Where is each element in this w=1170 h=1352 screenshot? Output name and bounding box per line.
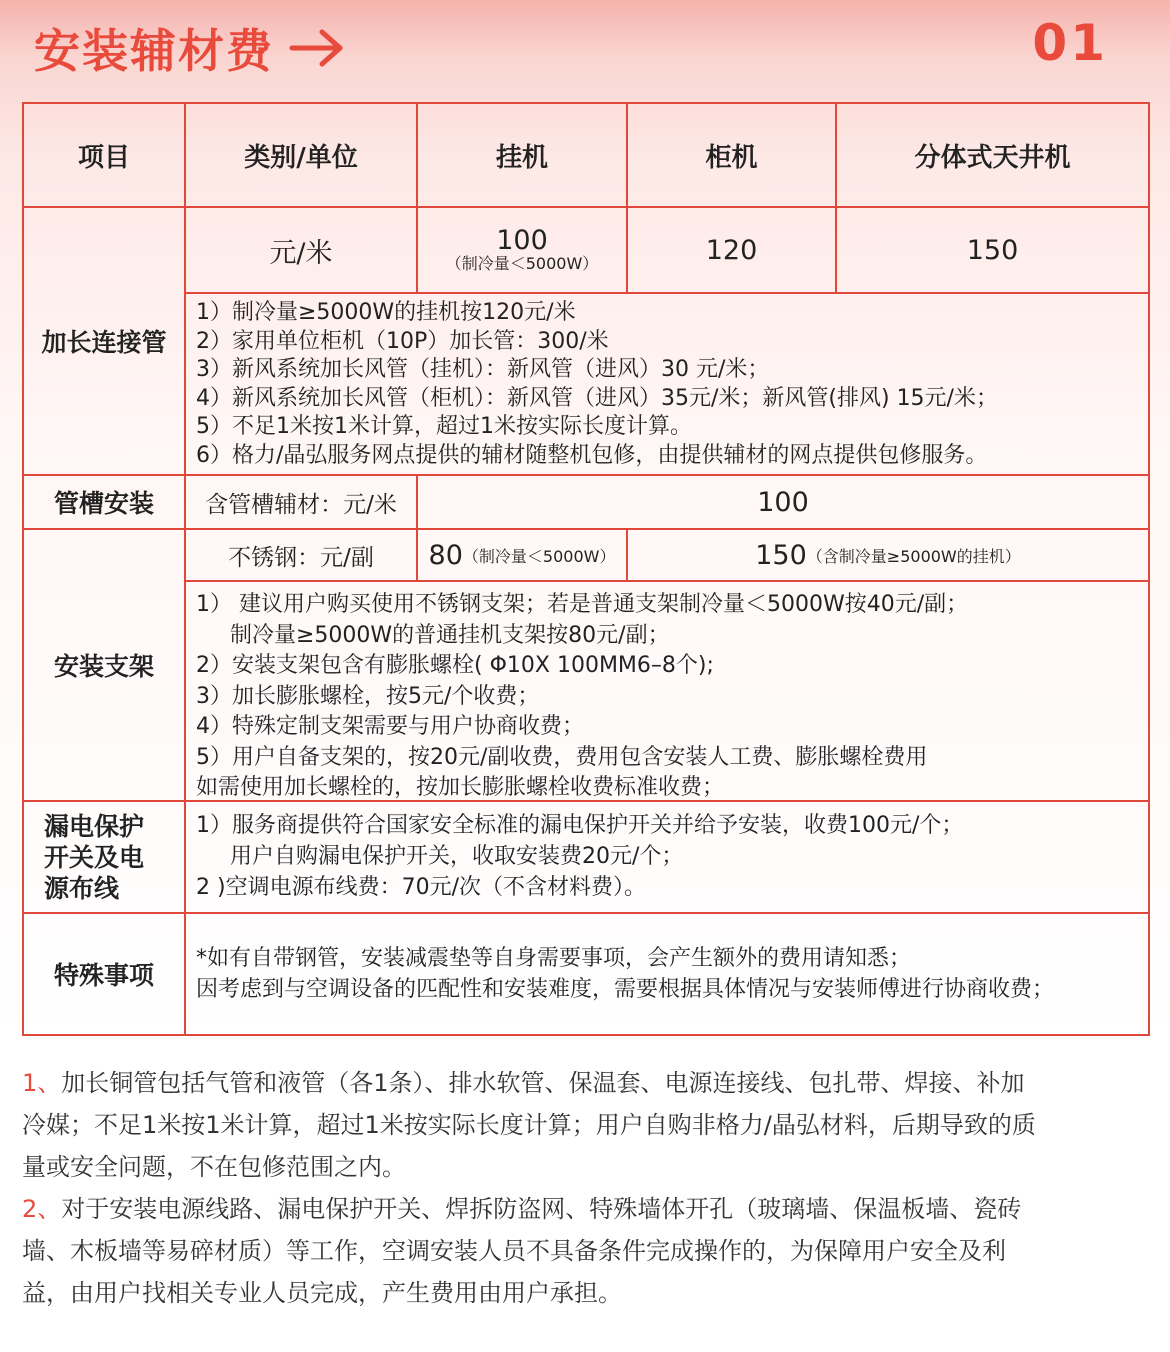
note-line: 制冷量≥5000W的普通挂机支架按80元/副； bbox=[230, 622, 670, 648]
bracket-notes bbox=[184, 580, 1150, 802]
special-notes bbox=[184, 912, 1150, 1036]
page-title bbox=[34, 18, 346, 78]
note-line: *如有自带钢管，安装减震垫等自身需要事项，会产生额外的费用请知悉； bbox=[196, 946, 912, 971]
header-cabinet-unit: 柜机 bbox=[626, 102, 837, 208]
extension-pipe-ceiling-price: 150 bbox=[835, 206, 1150, 294]
leakage-notes bbox=[184, 800, 1150, 914]
footnote-line: 墙、木板墙等易碎材质）等工作，空调安装人员不具备条件完成操作的，为保障用户安全及利 bbox=[22, 1237, 1006, 1265]
note-line: 1） 建议用户购买使用不锈钢支架；若是普通支架制冷量＜5000W按40元/副； bbox=[196, 592, 969, 617]
note-line: 4）新风系统加长风管（柜机）：新风管（进风）35元/米；新风管(排风) 15元/米； bbox=[196, 385, 998, 411]
note-line: 2）安装支架包含有膨胀螺栓( Φ10X 100MM6–8个); bbox=[196, 653, 714, 678]
leakage-label-line: 漏电保护 bbox=[44, 811, 145, 841]
wall-price-value: 100 bbox=[496, 225, 548, 257]
footnote-line: 冷媒；不足1米按1米计算，超过1米按实际长度计算；用户自购非格力/晶弘材料，后期导致的质 bbox=[22, 1111, 1036, 1139]
footnote-line: 量或安全问题，不在包修范围之内。 bbox=[22, 1153, 406, 1181]
extension-pipe-cabinet-price: 120 bbox=[626, 206, 837, 294]
bracket-large-value: 150 bbox=[755, 539, 807, 571]
extension-pipe-unit: 元/米 bbox=[184, 206, 418, 294]
footnote-line: 益，由用户找相关专业人员完成，产生费用由用户承担。 bbox=[22, 1279, 622, 1307]
note-line: 2）家用单位柜机（10P）加长管：300/米 bbox=[196, 328, 609, 354]
header-category-unit: 类别/单位 bbox=[184, 102, 418, 208]
footnote-line: 加长铜管包括气管和液管（各1条）、排水软管、保温套、电源连接线、包扎带、焊接、补加 bbox=[61, 1069, 1025, 1097]
bracket-unit: 不锈钢：元/副 bbox=[184, 528, 418, 582]
special-label: 特殊事项 bbox=[22, 912, 186, 1036]
bracket-price-large bbox=[626, 528, 1150, 582]
note-line: 4）特殊定制支架需要与用户协商收费； bbox=[196, 714, 584, 739]
bracket-small-note: （制冷量＜5000W） bbox=[462, 546, 616, 566]
note-line: 因考虑到与空调设备的匹配性和安装难度，需要根据具体情况与安装师傅进行协商收费； bbox=[196, 977, 1055, 1002]
extension-pipe-label: 加长连接管 bbox=[22, 206, 186, 476]
trunking-label: 管槽安装 bbox=[22, 474, 186, 530]
footnote-2 bbox=[22, 1188, 1150, 1314]
footnote-number: 1、 bbox=[22, 1069, 62, 1097]
note-line: 5）用户自备支架的，按20元/副收费，费用包含安装人工费、膨胀螺栓费用 bbox=[196, 744, 928, 770]
note-line: 1）服务商提供符合国家安全标准的漏电保护开关并给予安装，收费100元/个； bbox=[196, 813, 964, 838]
bracket-price-small bbox=[416, 528, 628, 582]
extension-pipe-notes bbox=[184, 292, 1150, 476]
extension-pipe-wall-price bbox=[416, 206, 628, 294]
bracket-small-value: 80 bbox=[428, 539, 463, 571]
page-title-text: 安装辅材费 bbox=[34, 24, 274, 78]
leakage-label-line: 源布线 bbox=[44, 873, 120, 903]
note-line: 2 )空调电源布线费：70元/次（不含材料费）。 bbox=[196, 875, 646, 900]
footnotes bbox=[22, 1062, 1150, 1314]
bracket-label: 安装支架 bbox=[22, 528, 186, 802]
note-line: 3）加长膨胀螺栓，按5元/个收费； bbox=[196, 683, 540, 709]
footnote-number: 2、 bbox=[22, 1195, 62, 1223]
note-line: 6）格力/晶弘服务网点提供的辅材随整机包修，由提供辅材的网点提供包修服务。 bbox=[196, 442, 988, 468]
page-number: 01 bbox=[1032, 14, 1108, 72]
arrow-right-icon bbox=[288, 28, 346, 68]
fee-table bbox=[22, 102, 1150, 1036]
trunking-price: 100 bbox=[416, 474, 1150, 530]
trunking-unit: 含管槽辅材：元/米 bbox=[184, 474, 418, 530]
note-line: 1）制冷量≥5000W的挂机按120元/米 bbox=[196, 300, 576, 325]
footnote-1 bbox=[22, 1062, 1150, 1188]
wall-price-note: （制冷量＜5000W） bbox=[445, 253, 599, 273]
note-line: 5）不足1米按1米计算，超过1米按实际长度计算。 bbox=[196, 414, 692, 439]
leakage-label bbox=[22, 800, 186, 914]
header-wall-unit: 挂机 bbox=[416, 102, 628, 208]
header-ceiling-unit: 分体式天井机 bbox=[835, 102, 1150, 208]
note-line: 用户自购漏电保护开关，收取安装费20元/个； bbox=[230, 844, 684, 869]
header-item: 项目 bbox=[22, 102, 186, 208]
bracket-large-note: （含制冷量≥5000W的挂机） bbox=[806, 546, 1021, 566]
note-line: 3）新风系统加长风管（挂机）：新风管（进风）30 元/米； bbox=[196, 357, 770, 382]
note-line: 如需使用加长螺栓的，按加长膨胀螺栓收费标准收费； bbox=[196, 775, 725, 800]
footnote-line: 对于安装电源线路、漏电保护开关、焊拆防盗网、特殊墙体开孔（玻璃墙、保温板墙、瓷砖 bbox=[61, 1195, 1022, 1223]
leakage-label-line: 开关及电 bbox=[44, 842, 145, 872]
